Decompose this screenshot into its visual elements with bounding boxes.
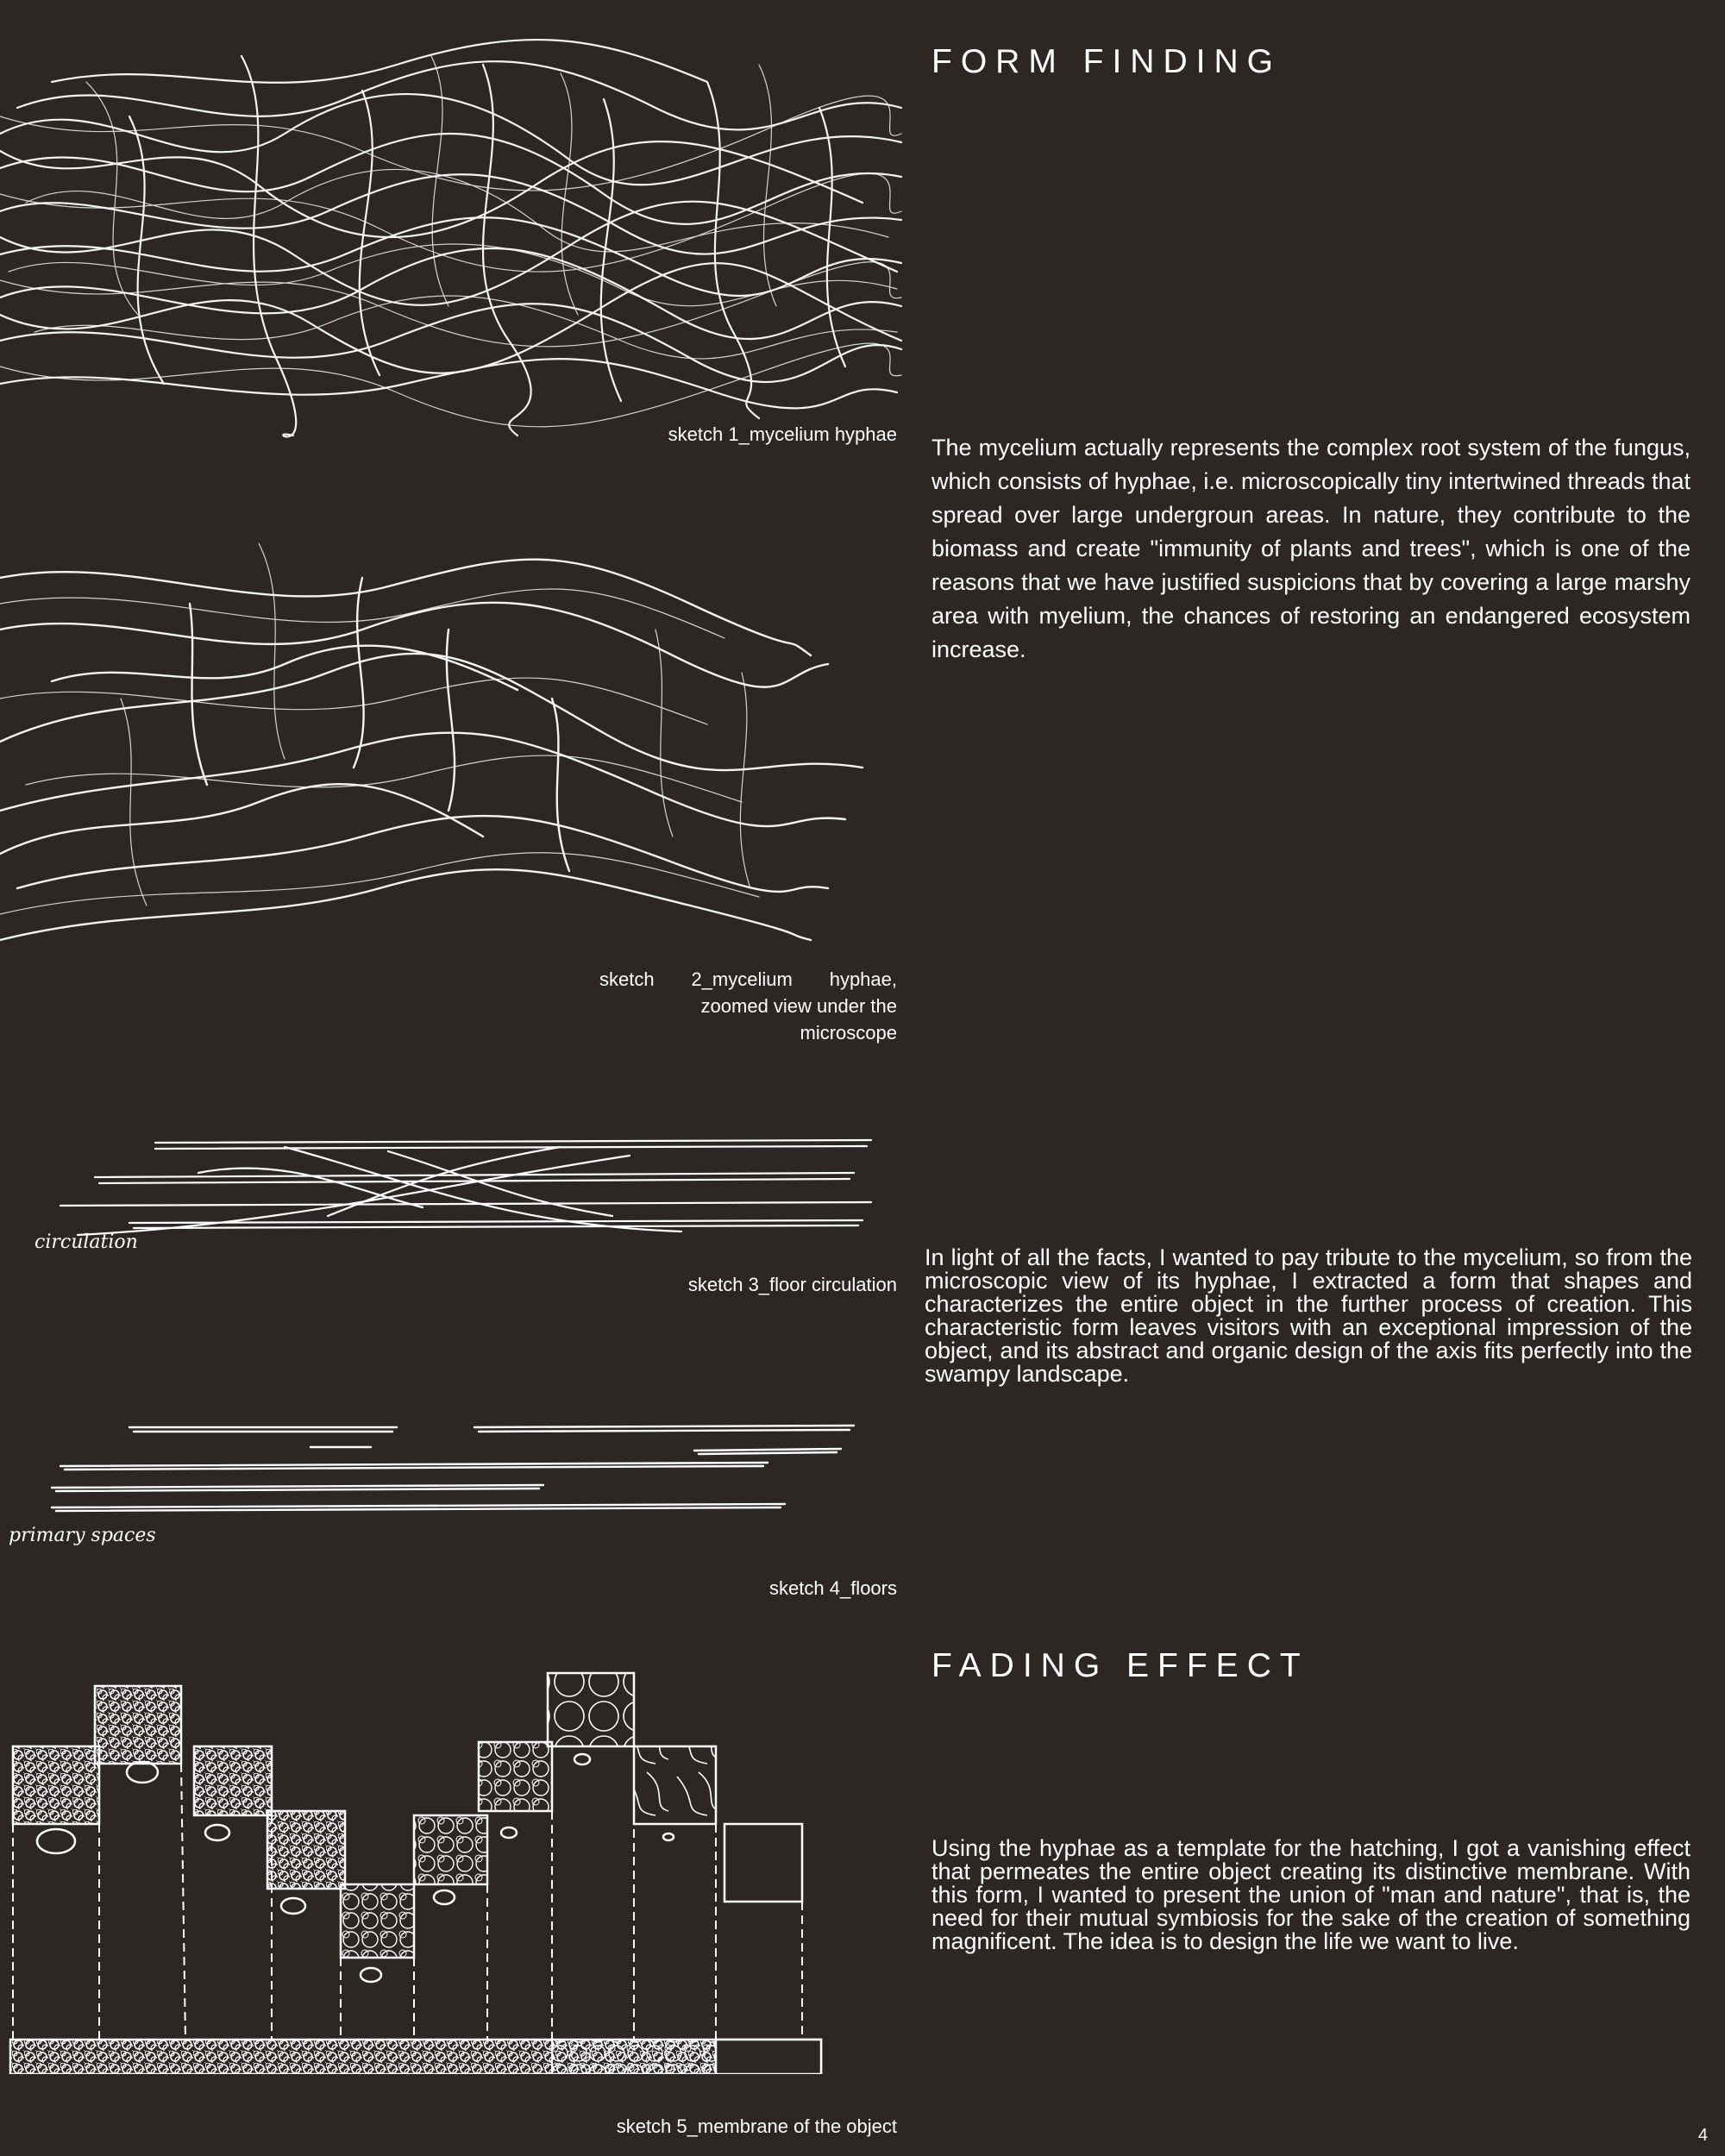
form-finding-title: FORM FINDING: [932, 43, 1282, 80]
sketch-3-caption: sketch 3_floor circulation: [687, 1274, 897, 1295]
sketch-5-drawing: [0, 1664, 837, 2074]
sketch-3-annotation: circulation: [34, 1232, 138, 1253]
sketch-2-caption-line1: sketch 2_mycelium hyphae,: [599, 968, 897, 990]
sketch-4-floors: [26, 1414, 880, 1526]
sketch-3-drawing: [26, 1130, 880, 1268]
page-number: 4: [1697, 2126, 1708, 2145]
sketch-1-drawing: [0, 30, 906, 448]
fading-effect-title: FADING EFFECT: [932, 1647, 1309, 1684]
sketch-2-drawing: [0, 526, 871, 966]
sketch-5-caption: sketch 5_membrane of the object: [616, 2115, 897, 2137]
form-finding-paragraph-2: In light of all the facts, I wanted to pay tribute to the mycelium, so from the microscopic view of its hyphae, I extracted a form that shapes and characterizes the entire object in the further process of creation. This characteristic form leaves visitors with an exceptional impression of the object, and its abstract and organic design of the axis fits perfectly into the swampy landscape.: [925, 1244, 1692, 1387]
sketch-2-caption-line2: zoomed view under the microscope: [700, 995, 897, 1044]
sketch-5-membrane: [0, 1664, 837, 2074]
sketch-3-floor-circulation: [26, 1130, 880, 1268]
sketch-4-drawing: [26, 1414, 880, 1526]
sketch-4-caption: sketch 4_floors: [769, 1577, 897, 1599]
sketch-1-mycelium-hyphae: [0, 30, 906, 448]
sketch-2-caption: [599, 966, 897, 1046]
form-finding-paragraph-1: The mycelium actually represents the complex root system of the fungus, which consists of hyphae, i.e. microscopically tiny intertwined threads that spread over large undergroun areas. In nature, they contribute to the biomass and create "immunity of plants and trees", which is one of the reasons that we have justified suspicions that by covering a large marshy area with myelium, the chances of restoring an endangered ecosystem increase.: [932, 435, 1690, 662]
sketch-2-mycelium-zoomed: [0, 526, 871, 966]
sketch-1-caption: sketch 1_mycelium hyphae: [668, 423, 897, 445]
sketch-4-annotation: primary spaces: [9, 1525, 156, 1546]
fading-effect-paragraph: Using the hyphae as a template for the hatching, I got a vanishing effect that permeates the entire object creating its distinctive membrane. With this form, I wanted to present the union of "man and nature", that is, the need for their mutual symbiosis for the sake of the creation of something magnificent. The idea is to design the life we want to live.: [932, 1835, 1690, 1954]
